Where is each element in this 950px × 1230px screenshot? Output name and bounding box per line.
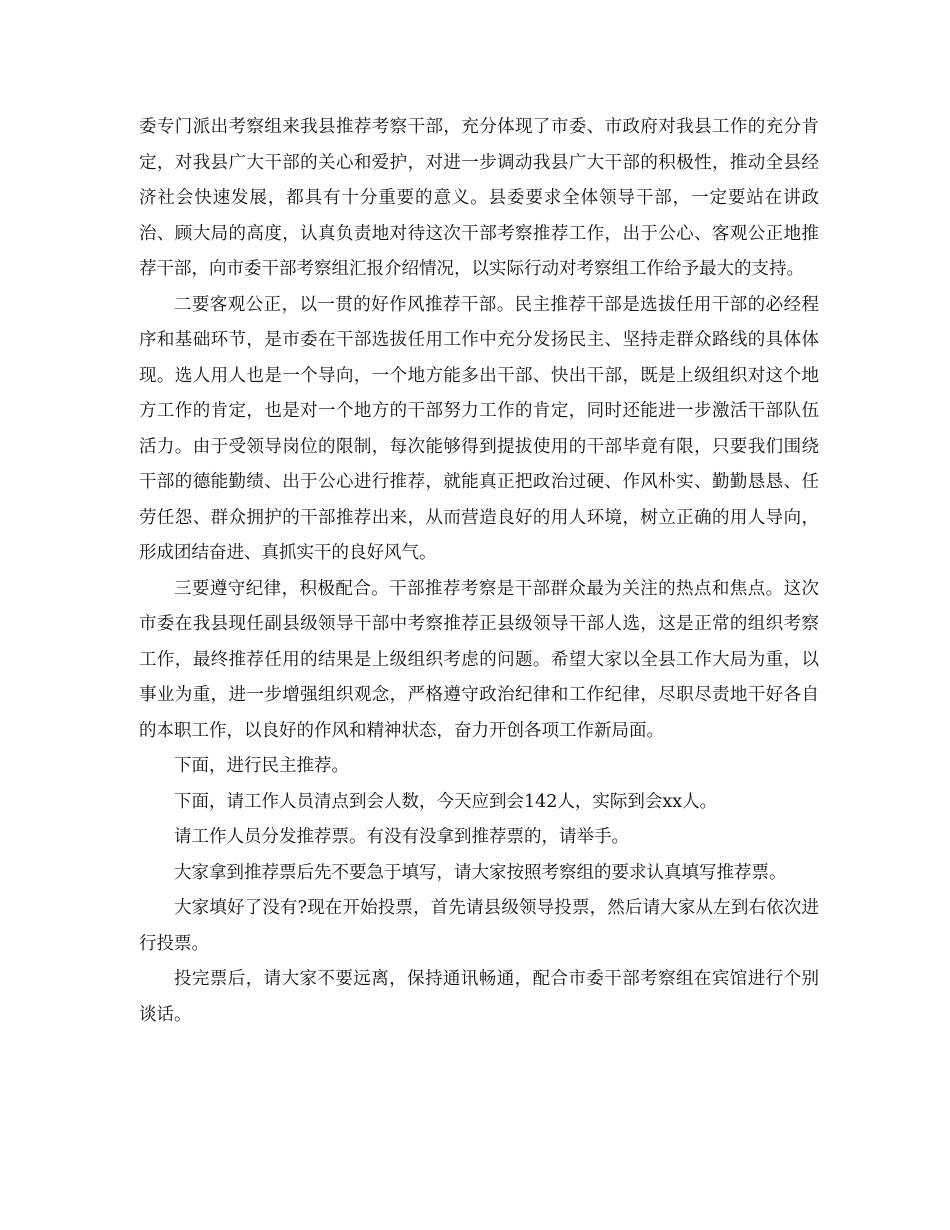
paragraph-3: 三要遵守纪律，积极配合。干部推荐考察是干部群众最为关注的热点和焦点。这次市委在我县现任副县级领导干部中考察推荐正县级领导干部人选，这是正常的组织考察工作，最终推荐任用的结果是上级组织考虑的问题。希望大家以全县工作大局为重，以事业为重，进一步增强组织观念，严格遵守政治纪律和工作纪律，尽职尽责地干好各自的本职工作，以良好的作风和精神状态，奋力开创各项工作新局面。 [139, 578, 819, 741]
paragraph-7: 大家拿到推荐票后先不要急于填写，请大家按照考察组的要求认真填写推荐票。 [174, 862, 787, 883]
paragraph-9: 投完票后，请大家不要远离，保持通讯畅通，配合市委干部考察组在宾馆进行个别谈话。 [139, 969, 819, 1025]
paragraph-5: 下面，请工作人员清点到会人数，今天应到会142人，实际到会xx人。 [174, 791, 718, 812]
paragraph-6: 请工作人员分发推荐票。有没有没拿到推荐票的，请举手。 [174, 827, 629, 847]
document-body [139, 110, 819, 1033]
paragraph-1: 委专门派出考察组来我县推荐考察干部，充分体现了市委、市政府对我县工作的充分肯定，对我县广大干部的关心和爱护，对进一步调动我县广大干部的积极性，推动全县经济社会快速发展，都具有十分重要的意义。县委要求全体领导干部，一定要站在讲政治、顾大局的高度，认真负责地对待这次干部考察推荐工作，出于公心、客观公正地推荐干部，向市委干部考察组汇报介绍情况，以实际行动对考察组工作给予最大的支持。 [139, 117, 819, 279]
paragraph-8: 大家填好了没有?现在开始投票，首先请县级领导投票，然后请大家从左到右依次进行投票。 [139, 898, 819, 954]
paragraph-2: 二要客观公正，以一贯的好作风推荐干部。民主推荐干部是选拔任用干部的必经程序和基础环节，是市委在干部选拔任用工作中充分发扬民主、坚持走群众路线的具体体现。选人用人也是一个导向，一个地方能多出干部、快出干部，既是上级组织对这个地方工作的肯定，也是对一个地方的干部努力工作的肯定，同时还能进一步激活干部队伍活力。由于受领导岗位的限制，每次能够得到提拔使用的干部毕竟有限，只要我们围绕干部的德能勤绩、出于公心进行推荐，就能真正把政治过硬、作风朴实、勤勤恳恳、任劳任怨、群众拥护的干部推荐出来，从而营造良好的用人环境，树立正确的用人导向，形成团结奋进、真抓实干的良好风气。 [139, 294, 819, 563]
paragraph-4: 下面，进行民主推荐。 [174, 756, 349, 776]
